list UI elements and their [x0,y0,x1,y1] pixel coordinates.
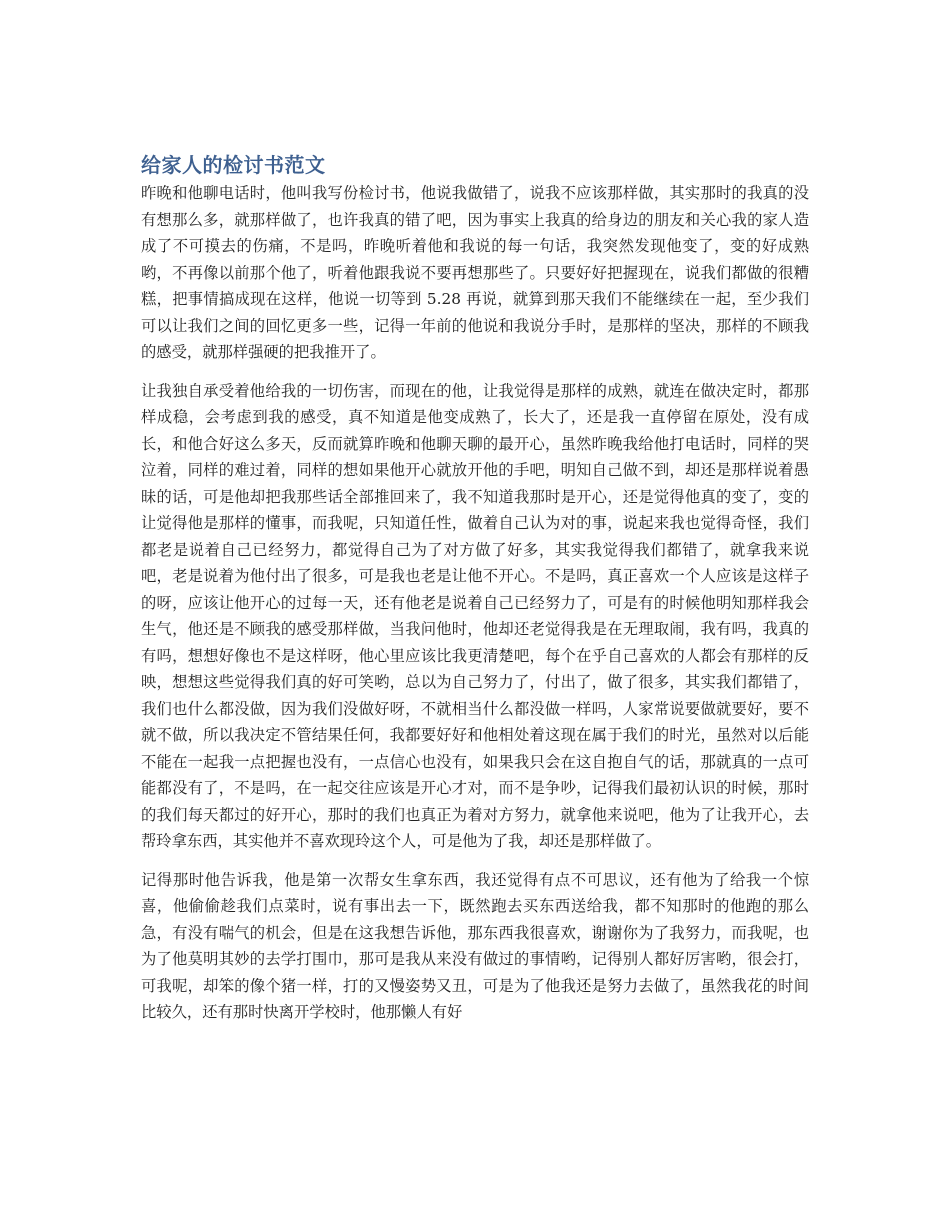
document-title: 给家人的检讨书范文 [141,153,326,177]
paragraph: 让我独自承受着他给我的一切伤害，而现在的他，让我觉得是那样的成熟，就连在做决定时，都那样成稳，会考虑到我的感受，真不知道是他变成熟了，长大了，还是我一直停留在原处，没有成长，和他合好这么多天，反而就算昨晚和他聊天聊的最开心，虽然昨晚我给他打电话时，同样的哭泣着，同样的难过着，同样的想如果他开心就放开他的手吧，明知自己做不到，却还是那样说着愚昧的话，可是他却把我那些话全部推回来了，我不知道我那时是开心，还是觉得他真的变了，变的让觉得他是那样的懂事，而我呢，只知道任性，做着自己认为对的事，说起来我也觉得奇怪，我们都老是说着自己已经努力，都觉得自己为了对方做了好多，其实我觉得我们都错了，就拿我来说吧，老是说着为他付出了很多，可是我也老是让他不开心。不是吗，真正喜欢一个人应该是这样子的呀，应该让他开心的过每一天，还有他老是说着自己已经努力了，可是有的时候他明知那样我会生气，他还是不顾我的感受那样做，当我问他时，他却还老觉得我是在无理取闹，我有吗，我真的有吗，想想好像也不是这样呀，他心里应该比我更清楚吧，每个在乎自己喜欢的人都会有那样的反映，想想这些觉得我们真的好可笑哟，总以为自己努力了，付出了，做了很多，其实我们都错了，我们也什么都没做，因为我们没做好呀，不就相当什么都没做一样吗，人家常说要做就要好，要不就不做，所以我决定不管结果任何，我都要好好和他相处着这现在属于我们的时光，虽然对以后能不能在一起我一点把握也没有，一点信心也没有，如果我只会在这自抱自气的话，那就真的一点可能都没有了，不是吗，在一起交往应该是开心才对，而不是争吵，记得我们最初认识的时候，那时的我们每天都过的好开心，那时的我们也真正为着对方努力，就拿他来说吧，他为了让我开心，去帮玲拿东西，其实他并不喜欢现玲这个人，可是他为了我，却还是那样做了。 [141,381,809,850]
paragraph: 记得那时他告诉我，他是第一次帮女生拿东西，我还觉得有点不可思议，还有他为了给我一个惊喜，他偷偷趁我们点菜时，说有事出去一下，既然跑去买东西送给我，都不知那时的他跑的那么急，有没有喘气的机会，但是在这我想告诉他，那东西我很喜欢，谢谢你为了我努力，而我呢，也为了他莫明其妙的去学打围巾，那可是我从来没有做过的事情哟，记得别人都好厉害哟，很会打，可我呢，却笨的像个猪一样，打的又慢姿势又丑，可是为了他我还是努力去做了，虽然我花的时间比较久，还有那时快离开学校时，他那懒人有好 [141,870,809,1021]
document-body [141,150,809,1038]
paragraph: 昨晚和他聊电话时，他叫我写份检讨书，他说我做错了，说我不应该那样做，其实那时的我真的没有想那么多，就那样做了，也许我真的错了吧，因为事实上我真的给身边的朋友和关心我的家人造成了不可摸去的伤痛，不是吗，昨晚听着他和我说的每一句话，我突然发现他变了，变的好成熟哟，不再像以前那个他了，听着他跟我说不要再想那些了。只要好好把握现在，说我们都做的很糟糕，把事情搞成现在这样，他说一切等到 5.28 再说，就算到那天我们不能继续在一起，至少我们可以让我们之间的回忆更多一些，记得一年前的他说和我说分手时，是那样的坚决，那样的不顾我的感受，就那样强硬的把我推开了。 [141,184,809,361]
